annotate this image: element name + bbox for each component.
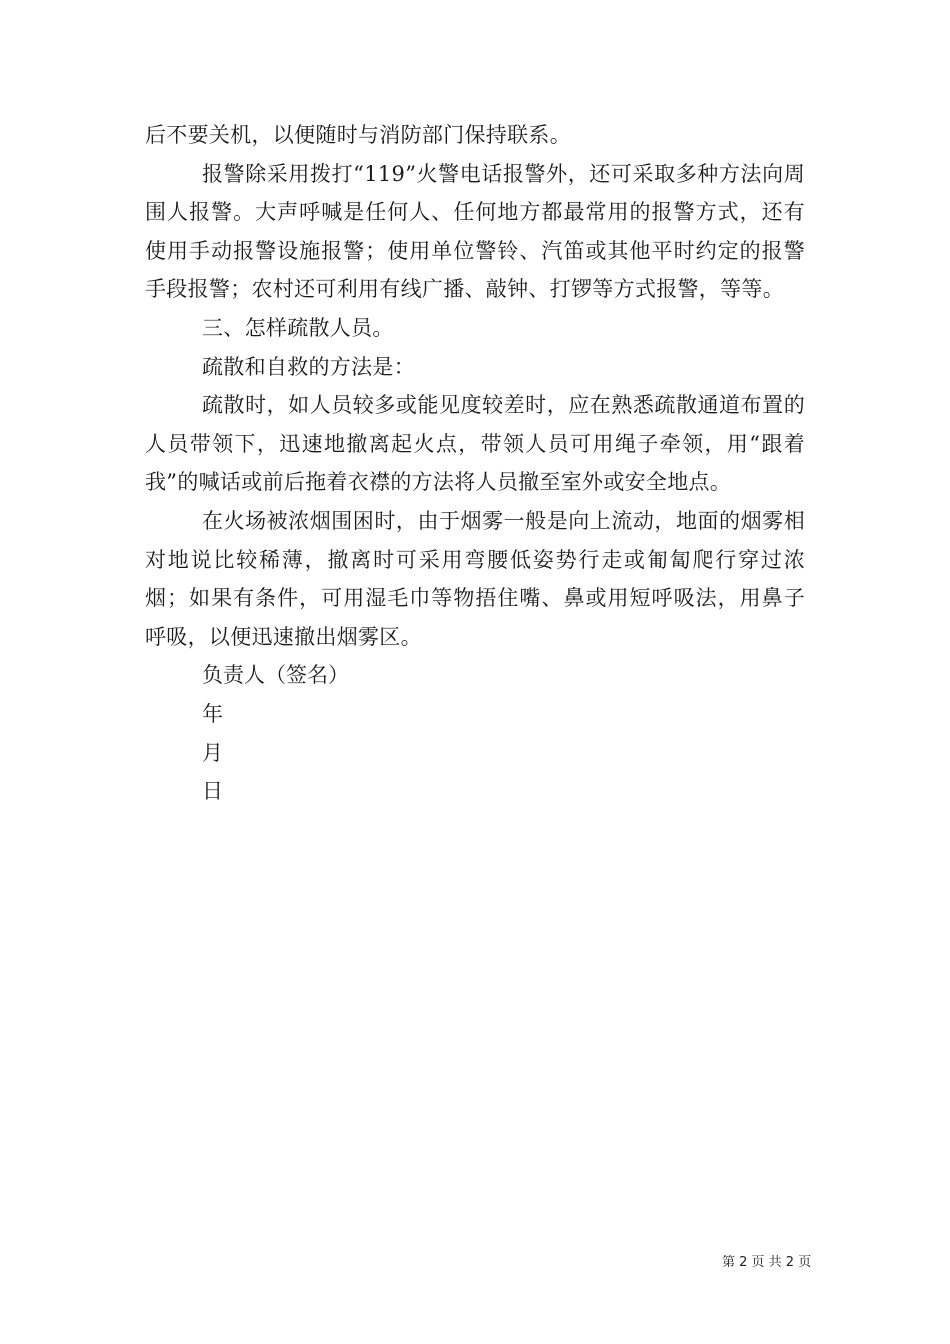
section-heading-evacuation: 三、怎样疏散人员。 [202, 315, 394, 340]
paragraph-alarm-methods: 报警除采用拨打“119”火警电话报警外，还可采取多种方法向周围人报警。大声呼喊是任何人、任何地方都最常用的报警方式，还有使用手动报警设施报警；使用单位警铃、汽笛或其他平时约定的报警手段报警；农村还可利用有线广播、敲钟、打锣等方式报警，等等。 [145, 161, 805, 302]
paragraph-continuation: 后不要关机，以便随时与消防部门保持联系。 [145, 123, 571, 147]
paragraph-evacuation-guidance: 疏散时，如人员较多或能见度较差时，应在熟悉疏散通道布置的人员带领下，迅速地撤离起火点，带领人员可用绳子牵领，用“跟着我”的喊话或前后拖着衣襟的方法将人员撤至室外或安全地点。 [145, 393, 805, 495]
document-body [145, 116, 805, 811]
signature-block [145, 656, 805, 810]
year-label: 年 [202, 701, 223, 726]
day-label: 日 [202, 779, 223, 804]
responsible-person-label: 负责人（签名） [202, 663, 349, 688]
month-label: 月 [202, 740, 223, 765]
paragraph-evacuation-intro: 疏散和自救的方法是： [202, 354, 415, 379]
paragraph-smoke-escape: 在火场被浓烟围困时，由于烟雾一般是向上流动，地面的烟雾相对地说比较稀薄，撤离时可采用弯腰低姿势行走或匍匐爬行穿过浓烟；如果有条件，可用湿毛巾等物捂住嘴、鼻或用短呼吸法，用鼻子呼吸，以便迅速撤出烟雾区。 [145, 508, 805, 649]
page-number-footer: 第 2 页 共 2 页 [722, 1255, 812, 1270]
